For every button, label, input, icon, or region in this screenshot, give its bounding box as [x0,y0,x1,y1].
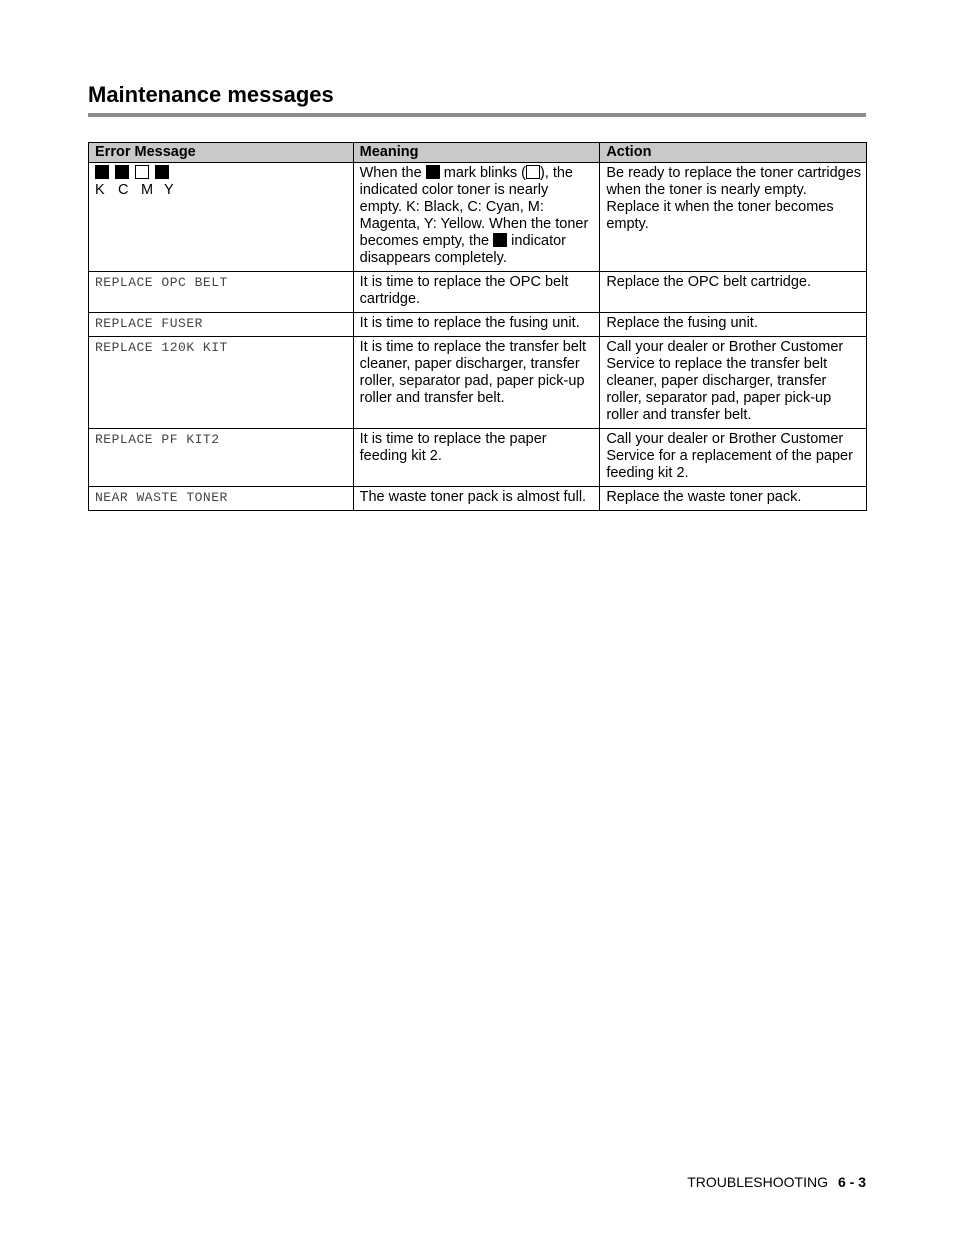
action-cell: Replace the fusing unit. [600,313,867,337]
error-message-cell: REPLACE FUSER [89,313,354,337]
meaning-cell: It is time to replace the fusing unit. [353,313,600,337]
error-message-cell: REPLACE PF KIT2 [89,429,354,487]
title-rule [88,113,866,117]
filled-square-icon [493,233,507,247]
table-row [89,163,867,272]
page-title: Maintenance messages [88,82,334,107]
meaning-cell: The waste toner pack is almost full. [353,487,600,511]
toner-letter: C [118,182,129,198]
meaning-cell: It is time to replace the paper feeding kit 2. [353,429,600,487]
meaning-cell: It is time to replace the OPC belt cartridge. [353,272,600,313]
action-cell: Call your dealer or Brother Customer Service to replace the transfer belt cleaner, paper discharger, transfer roller, separator pad, paper pick-up roller and transfer belt. [600,337,867,429]
toner-m-square-icon [135,165,149,179]
error-message-cell: REPLACE 120K KIT [89,337,354,429]
toner-indicator-squares [95,165,348,182]
table-header-row [89,143,867,163]
meaning-cell: It is time to replace the transfer belt cleaner, paper discharger, transfer roller, separator pad, paper pick-up roller and transfer belt. [353,337,600,429]
action-cell: Be ready to replace the toner cartridges when the toner is nearly empty. Replace it when the toner becomes empty. [600,163,867,272]
table-row [89,337,867,429]
table-row [89,272,867,313]
header-meaning: Meaning [353,143,600,163]
toner-letter: M [141,182,154,198]
page-footer [687,1174,866,1190]
toner-c-square-icon [115,165,129,179]
footer-section: TROUBLESHOOTING [687,1174,828,1190]
table-row [89,429,867,487]
meaning-text: indicator disappears completely. [359,233,566,266]
toner-y-square-icon [155,165,169,179]
maintenance-messages-table [88,142,867,511]
empty-square-icon [526,165,540,179]
action-cell: Replace the OPC belt cartridge. [600,272,867,313]
toner-indicator-cell [89,163,354,272]
action-cell: Call your dealer or Brother Customer Service for a replacement of the paper feeding kit 2. [600,429,867,487]
footer-page-number: 6 - 3 [837,1174,866,1190]
toner-letter: Y [164,182,174,198]
toner-letters [95,182,348,199]
toner-letter: K [95,182,105,198]
action-cell: Replace the waste toner pack. [600,487,867,511]
toner-k-square-icon [95,165,109,179]
filled-square-icon [426,165,440,179]
meaning-text: mark blinks ( [439,165,526,181]
table-row [89,313,867,337]
error-message-cell: REPLACE OPC BELT [89,272,354,313]
header-action: Action [600,143,867,163]
error-message-cell: NEAR WASTE TONER [89,487,354,511]
meaning-cell [353,163,600,272]
header-error-message: Error Message [89,143,354,163]
meaning-text: ), the indicated color toner is nearly empty. K: Black, C: Cyan, M: Magenta, Y: Yellow. When the toner becomes empty, the [359,165,589,249]
table-row [89,487,867,511]
meaning-text: When the [359,165,426,181]
